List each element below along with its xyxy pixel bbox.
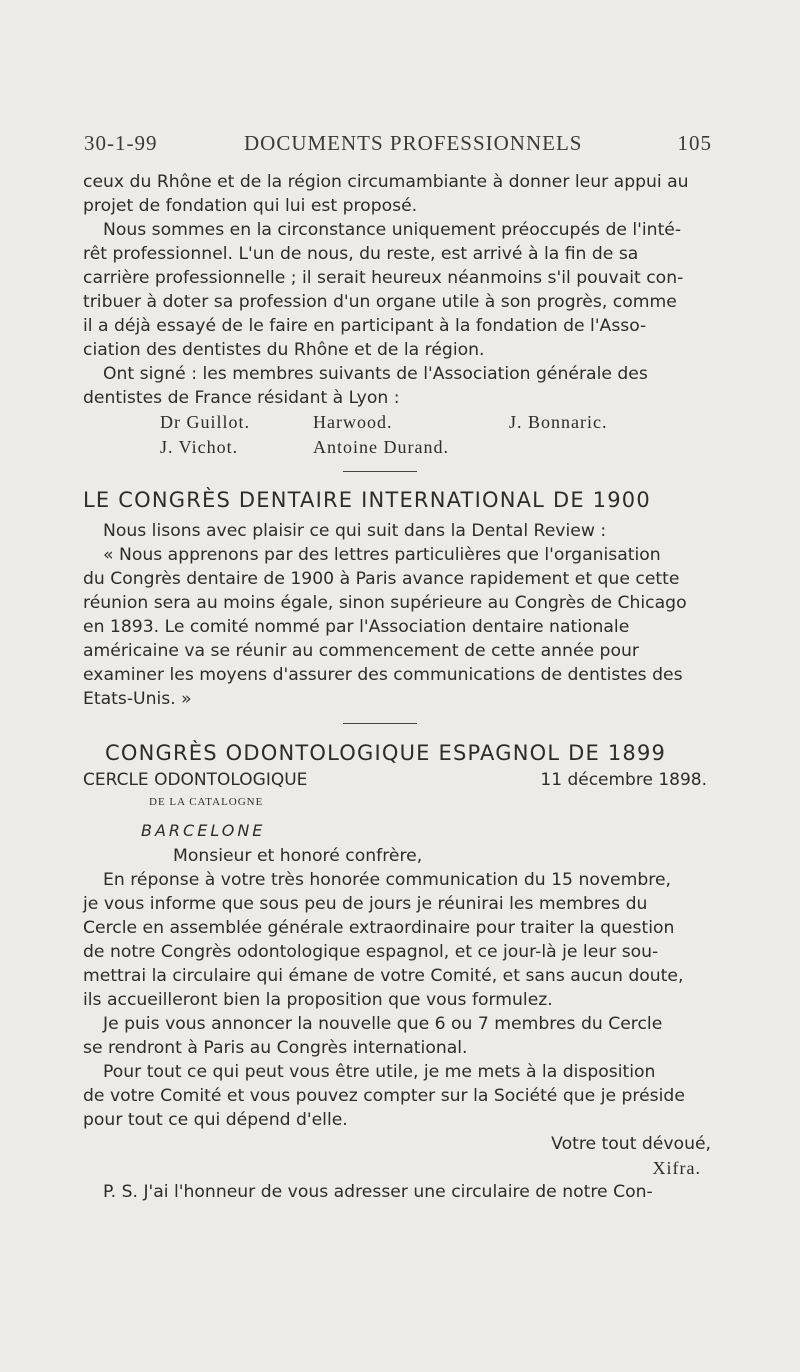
text-line: Nous lisons avec plaisir ce qui suit dans la Dental Review : xyxy=(103,521,607,541)
section-title: LE CONGRÈS DENTAIRE INTERNATIONAL DE 1900 xyxy=(83,488,651,512)
text-line: de votre Comité et vous pouvez compter sur la Société que je préside xyxy=(83,1086,685,1106)
text-line: tribuer à doter sa profession d'un organe utile à son progrès, comme xyxy=(83,292,677,312)
postscript: P. S. J'ai l'honneur de vous adresser une circulaire de notre Con- xyxy=(103,1182,653,1202)
signatory: Antoine Durand. xyxy=(313,437,449,457)
signatory: Harwood. xyxy=(313,412,393,432)
letter-sender-sub: DE LA CATALOGNE xyxy=(149,796,264,808)
letter-salutation: Monsieur et honoré confrère, xyxy=(173,846,423,866)
text-line: de notre Congrès odontologique espagnol, et ce jour-là je leur sou- xyxy=(83,942,659,962)
letter-signature: Xifra. xyxy=(652,1158,701,1178)
text-line: ils accueilleront bien la proposition que vous formulez. xyxy=(83,990,553,1010)
text-line: en 1893. Le comité nommé par l'Association dentaire nationale xyxy=(83,617,630,637)
text-line: se rendront à Paris au Congrès international. xyxy=(83,1038,468,1058)
letter-closing: Votre tout dévoué, xyxy=(551,1134,711,1154)
text-line: Etats-Unis. » xyxy=(83,689,192,709)
text-line: « Nous apprenons par des lettres particulières que l'organisation xyxy=(103,545,661,565)
text-line: américaine va se réunir au commencement de cette année pour xyxy=(83,641,639,661)
letter-city: BARCELONE xyxy=(141,821,266,840)
text-line: rêt professionnel. L'un de nous, du reste, est arrivé à la fin de sa xyxy=(83,244,639,264)
text-line: Nous sommes en la circonstance uniquement préoccupés de l'inté- xyxy=(103,220,682,240)
letter-sender: CERCLE ODONTOLOGIQUE xyxy=(83,770,308,790)
text-line: carrière professionnelle ; il serait heureux néanmoins s'il pouvait con- xyxy=(83,268,684,288)
letter-date: 11 décembre 1898. xyxy=(540,770,707,790)
header-date: 30-1-99 xyxy=(84,131,158,155)
signatory: J. Bonnaric. xyxy=(509,412,608,432)
text-line: il a déjà essayé de le faire en participant à la fondation de l'Asso- xyxy=(83,316,647,336)
text-line: Cercle en assemblée générale extraordinaire pour traiter la question xyxy=(83,918,675,938)
page-number: 105 xyxy=(677,131,712,155)
signatory: Dr Guillot. xyxy=(160,412,250,432)
text-line: Je puis vous annoncer la nouvelle que 6 ou 7 membres du Cercle xyxy=(103,1014,663,1034)
page-body xyxy=(83,170,713,1204)
section-text xyxy=(83,519,713,711)
text-line: Ont signé : les membres suivants de l'Association générale des xyxy=(103,364,648,384)
section-title: CONGRÈS ODONTOLOGIQUE ESPAGNOL DE 1899 xyxy=(105,741,667,765)
letter-text xyxy=(83,868,713,1132)
header-title: DOCUMENTS PROFESSIONNELS xyxy=(244,131,583,155)
signatory-row xyxy=(160,435,713,460)
text-line: pour tout ce qui dépend d'elle. xyxy=(83,1110,348,1130)
text-line: projet de fondation qui lui est proposé. xyxy=(83,196,418,216)
text-line: mettrai la circulaire qui émane de votre Comité, et sans aucun doute, xyxy=(83,966,684,986)
signatory-row xyxy=(160,410,713,435)
text-line: ciation des dentistes du Rhône et de la région. xyxy=(83,340,485,360)
text-line: Pour tout ce qui peut vous être utile, je me mets à la disposition xyxy=(103,1062,656,1082)
text-line: examiner les moyens d'assurer des communications de dentistes des xyxy=(83,665,683,685)
signatory: J. Vichot. xyxy=(160,437,239,457)
text-line: je vous informe que sous peu de jours je réunirai les membres du xyxy=(83,894,648,914)
text-line: du Congrès dentaire de 1900 à Paris avance rapidement et que cette xyxy=(83,569,680,589)
text-line: dentistes de France résidant à Lyon : xyxy=(83,388,400,408)
text-line: réunion sera au moins égale, sinon supérieure au Congrès de Chicago xyxy=(83,593,687,613)
running-header xyxy=(84,131,712,159)
paragraph-letter-end xyxy=(83,170,713,410)
letter-heading xyxy=(83,768,713,792)
text-line: En réponse à votre très honorée communication du 15 novembre, xyxy=(103,870,671,890)
text-line: ceux du Rhône et de la région circumambiante à donner leur appui au xyxy=(83,172,689,192)
